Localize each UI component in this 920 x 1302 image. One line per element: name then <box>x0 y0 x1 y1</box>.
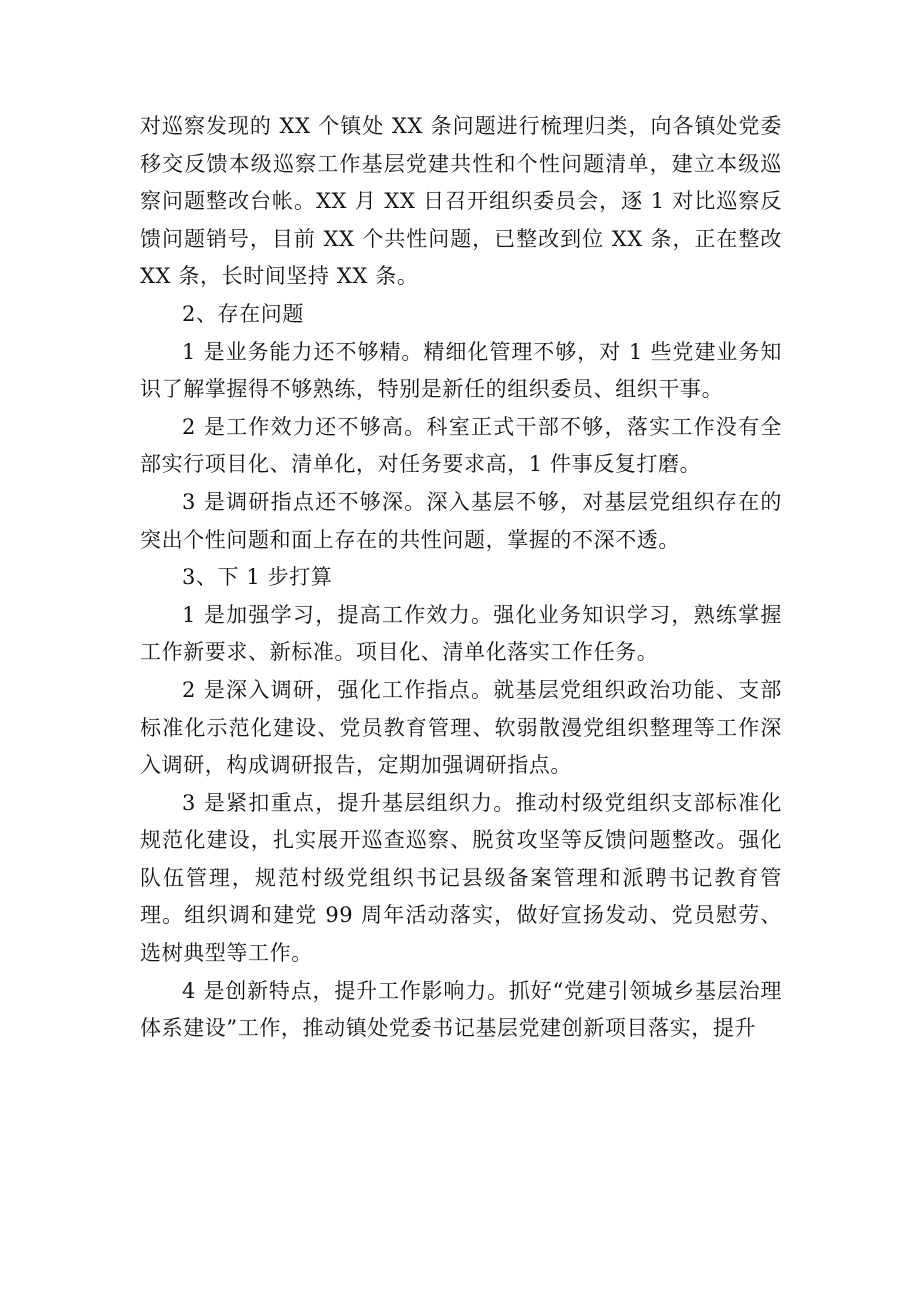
document-body <box>140 108 782 1048</box>
paragraph-continuation: 对巡察发现的 XX 个镇处 XX 条问题进行梳理归类，向各镇处党委移交反馈本级巡察工作基层党建共性和个性问题清单，建立本级巡察问题整改台帐。XX 月 XX 日召开组织委员会，逐 1 对比巡察反馈问题销号，目前 XX 个共性问题，已整改到位 XX 条，正在整改 XX 条，长时间坚持 XX 条。 <box>140 114 782 289</box>
paragraph-plan-1: 1 是加强学习，提高工作效力。强化业务知识学习，熟练掌握工作新要求、新标准。项目化、清单化落实工作任务。 <box>140 602 782 665</box>
paragraph-problem-3: 3 是调研指点还不够深。深入基层不够，对基层党组织存在的突出个性问题和面上存在的共性问题，掌握的不深不透。 <box>140 489 782 552</box>
paragraph-plan-3: 3 是紧扣重点，提升基层组织力。推动村级党组织支部标准化规范化建设，扎实展开巡查巡察、脱贫攻坚等反馈问题整改。强化队伍管理，规范村级党组织书记县级备案管理和派聘书记教育管理。组织调和建党 99 周年活动落实，做好宣扬发动、党员慰劳、选树典型等工作。 <box>140 790 782 966</box>
paragraph-plan-4: 4 是创新特点，提升工作影响力。抓好“党建引领城乡基层治理体系建设”工作，推动镇处党委书记基层党建创新项目落实，提升 <box>140 978 782 1041</box>
paragraph-problem-2: 2 是工作效力还不够高。科室正式干部不够，落实工作没有全部实行项目化、清单化，对任务要求高，1 件事反复打磨。 <box>140 414 782 477</box>
section-heading-existing-problems: 2、存在问题 <box>182 301 304 326</box>
paragraph-plan-2: 2 是深入调研，强化工作指点。就基层党组织政治功能、支部标准化示范化建设、党员教育管理、软弱散漫党组织整理等工作深入调研，构成调研报告，定期加强调研指点。 <box>140 677 782 778</box>
section-heading-next-steps: 3、下 1 步打算 <box>182 565 333 590</box>
paragraph-problem-1: 1 是业务能力还不够精。精细化管理不够，对 1 些党建业务知识了解掌握得不够熟练，特别是新任的组织委员、组织干事。 <box>140 339 782 402</box>
